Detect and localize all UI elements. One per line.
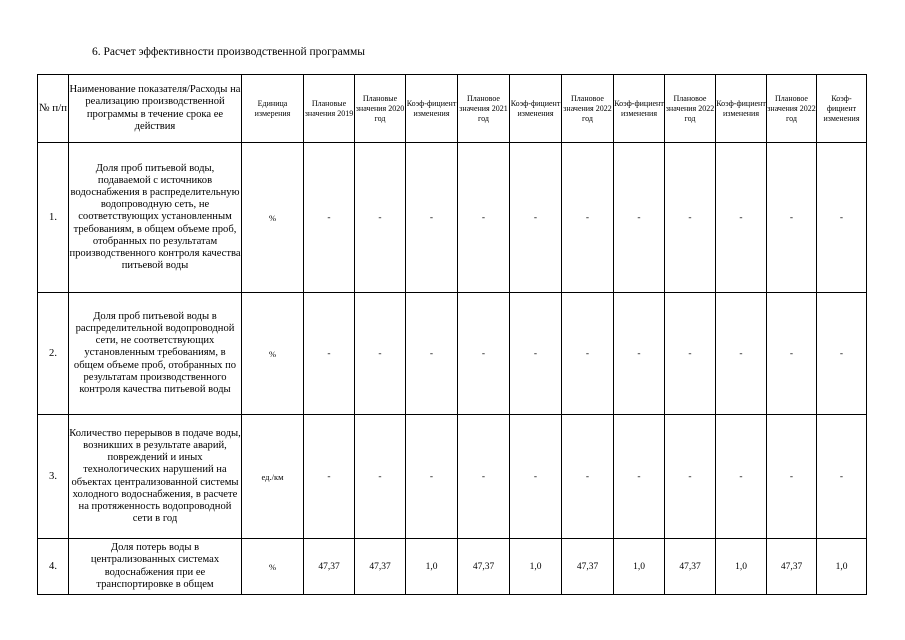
value-cell: - [716,293,767,415]
value-cell: - [614,293,665,415]
value-cell: 1,0 [716,539,767,595]
header-col-1: Плановые значения 2019 [304,75,355,143]
value-cell: - [817,293,867,415]
value-cell: - [458,415,510,539]
value-cell: 47,37 [304,539,355,595]
header-col-4: Плановое значения 2021 год [458,75,510,143]
value-cell: 1,0 [406,539,458,595]
table-row [38,539,867,595]
table-row [38,415,867,539]
header-col-11: Коэф-фициент изменения [817,75,867,143]
value-cell: - [406,415,458,539]
indicator-name: Количество перерывов в подаче воды, возникших в результате аварий, повреждений и иных технологических нарушений на объектах централизованной системы холодного водоснабжения, в расчете на протяженность водопроводной сети в год [69,415,242,539]
header-num: № п/п [38,75,69,143]
value-cell: - [665,143,716,293]
value-cell: - [304,415,355,539]
value-cell: 47,37 [767,539,817,595]
unit-cell: % [242,293,304,415]
header-col-9: Коэф-фициент изменения [716,75,767,143]
value-cell: - [510,143,562,293]
efficiency-table [37,74,867,595]
header-col-6: Плановое значения 2022 год [562,75,614,143]
value-cell: - [510,415,562,539]
indicator-name: Доля проб питьевой воды в распределительной водопроводной сети, не соответствующих установленным требованиям, в общем объеме проб, отобранных по результатам производственного контроля качества питьевой воды [69,293,242,415]
header-col-5: Коэф-фициент изменения [510,75,562,143]
row-number: 4. [38,539,69,595]
value-cell: 1,0 [614,539,665,595]
value-cell: - [716,143,767,293]
table-header-row [38,75,867,143]
value-cell: - [614,415,665,539]
value-cell: 1,0 [510,539,562,595]
value-cell: - [355,143,406,293]
value-cell: - [304,293,355,415]
value-cell: - [458,293,510,415]
indicator-name: Доля потерь воды в централизованных системах водоснабжения при ее транспортировке в общем [69,539,242,595]
value-cell: - [767,415,817,539]
value-cell: - [767,293,817,415]
header-col-8: Плановое значения 2022 год [665,75,716,143]
value-cell: 47,37 [562,539,614,595]
value-cell: - [562,415,614,539]
value-cell: - [510,293,562,415]
value-cell: - [304,143,355,293]
value-cell: - [614,143,665,293]
value-cell: - [355,415,406,539]
unit-cell: ед./км [242,415,304,539]
header-col-3: Коэф-фициент изменения [406,75,458,143]
value-cell: - [406,143,458,293]
header-unit: Единица измерения [242,75,304,143]
value-cell: 47,37 [665,539,716,595]
value-cell: - [817,415,867,539]
value-cell: - [562,143,614,293]
header-col-10: Плановое значения 2022 год [767,75,817,143]
value-cell: - [767,143,817,293]
table-row [38,143,867,293]
header-col-7: Коэф-фициент изменения [614,75,665,143]
row-number: 2. [38,293,69,415]
section-title: 6. Расчет эффективности производственной программы [92,46,366,58]
value-cell: - [665,293,716,415]
value-cell: - [562,293,614,415]
value-cell: 47,37 [458,539,510,595]
value-cell: - [817,143,867,293]
row-number: 1. [38,143,69,293]
header-col-2: Плановые значения 2020 год [355,75,406,143]
value-cell: - [406,293,458,415]
header-name: Наименование показателя/Расходы на реализацию производственной программы в течение срока ее действия [69,75,242,143]
unit-cell: % [242,143,304,293]
row-number: 3. [38,415,69,539]
table-row [38,293,867,415]
value-cell: - [716,415,767,539]
value-cell: - [665,415,716,539]
indicator-name: Доля проб питьевой воды, подаваемой с источников водоснабжения в распределительную водопроводную сеть, не соответствующих установленным требованиям, в общем объеме проб, отобранных по результатам производственного контроля качества питьевой воды [69,143,242,293]
value-cell: - [355,293,406,415]
unit-cell: % [242,539,304,595]
value-cell: 47,37 [355,539,406,595]
value-cell: - [458,143,510,293]
value-cell: 1,0 [817,539,867,595]
